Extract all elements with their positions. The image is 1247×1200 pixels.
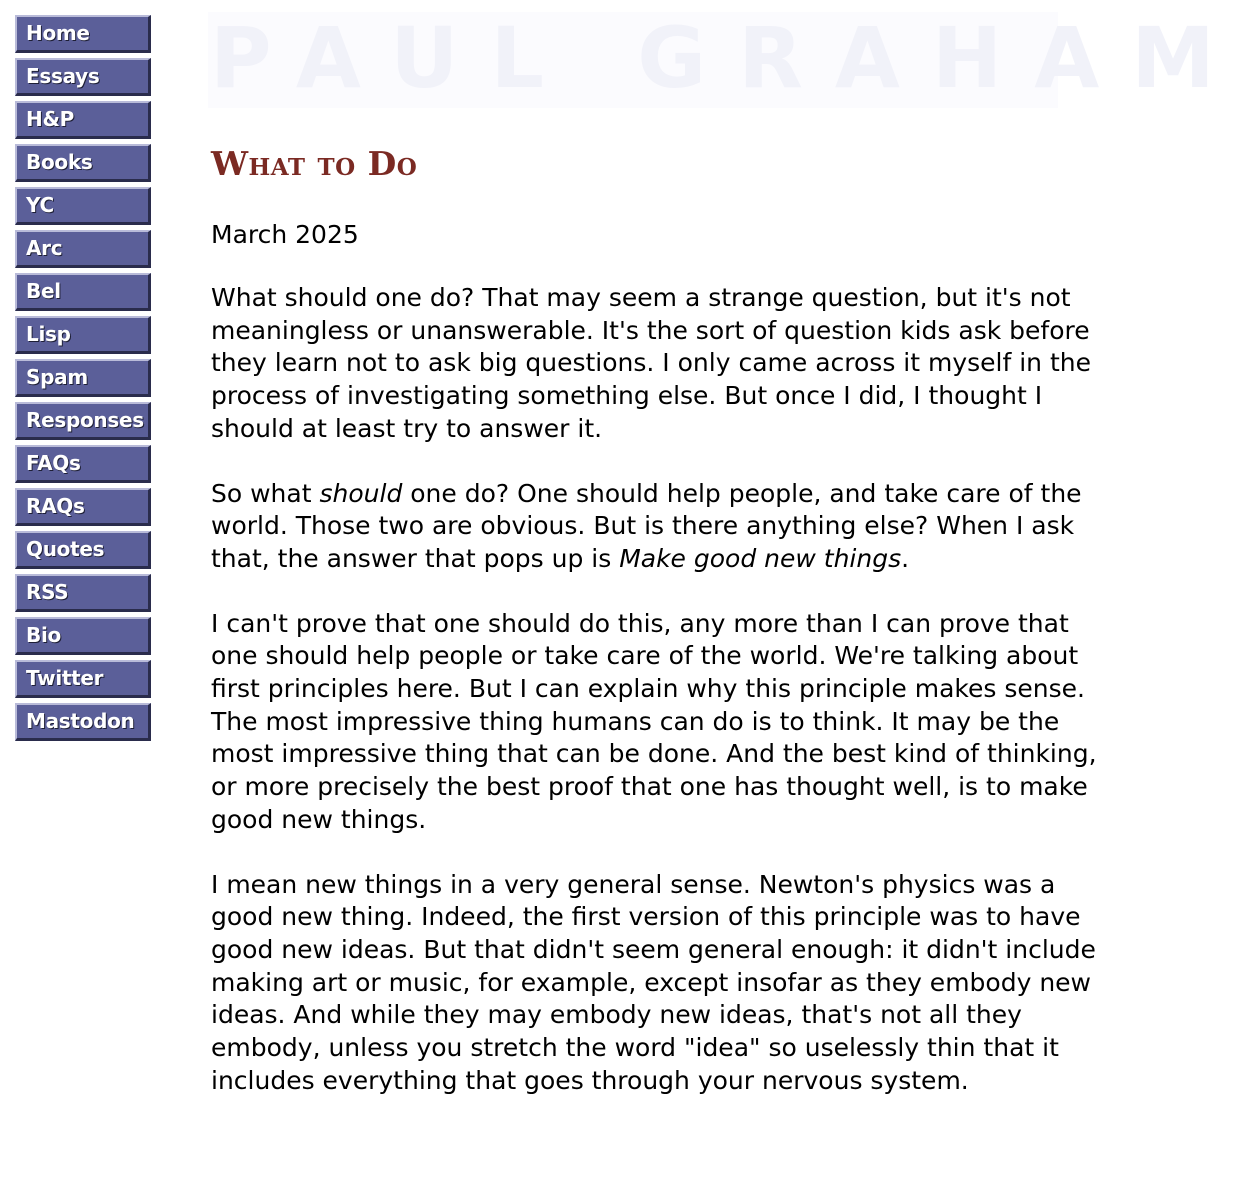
paragraph-2-text-c: one do? One should help people, and take care of the world. Those two are obvious. But is there anything else? When I ask that, the answer that pops up is bbox=[211, 478, 1082, 573]
nav-mastodon[interactable]: Mastodon bbox=[15, 703, 151, 741]
article-date: March 2025 bbox=[211, 220, 359, 249]
paragraph-2-emphasis-make-good-new-things: Make good new things bbox=[619, 543, 902, 573]
article bbox=[211, 140, 1121, 1129]
paragraph-3: I can't prove that one should do this, any more than I can prove that one should help people or take care of the world. We're talking about first principles here. But I can explain why this principle makes sense. The most impressive thing humans can do is to think. It may be the most impressive thing that can be done. And the best kind of thinking, or more precisely the best proof that one has thought well, is to make good new things. bbox=[211, 608, 1097, 834]
nav-responses[interactable]: Responses bbox=[15, 402, 151, 440]
nav-spam[interactable]: Spam bbox=[15, 359, 151, 397]
paragraph-2-text-e: . bbox=[901, 543, 910, 573]
article-title: What to Do bbox=[211, 144, 418, 183]
sidebar-nav bbox=[15, 15, 155, 746]
nav-lisp[interactable]: Lisp bbox=[15, 316, 151, 354]
banner-logo-text: PAUL GRAHAM bbox=[210, 9, 1247, 107]
nav-bio[interactable]: Bio bbox=[15, 617, 151, 655]
nav-rss[interactable]: RSS bbox=[15, 574, 151, 612]
paragraph-2-emphasis-should: should bbox=[319, 478, 403, 508]
nav-faqs[interactable]: FAQs bbox=[15, 445, 151, 483]
paragraph-4: I mean new things in a very general sense. Newton's physics was a good new thing. Indeed, the first version of this principle was to have good new ideas. But that didn't seem general enough: it didn't include making art or music, for example, except insofar as they embody new ideas. And while they may embody new ideas, that's not all they embody, unless you stretch the word "idea" so uselessly thin that it includes everything that goes through your nervous system. bbox=[211, 869, 1096, 1095]
nav-raqs[interactable]: RAQs bbox=[15, 488, 151, 526]
nav-yc[interactable]: YC bbox=[15, 187, 151, 225]
paragraph-2-text-a: So what bbox=[211, 478, 320, 508]
nav-essays[interactable]: Essays bbox=[15, 58, 151, 96]
nav-books[interactable]: Books bbox=[15, 144, 151, 182]
nav-arc[interactable]: Arc bbox=[15, 230, 151, 268]
site-banner[interactable] bbox=[208, 9, 1247, 108]
nav-quotes[interactable]: Quotes bbox=[15, 531, 151, 569]
nav-home[interactable]: Home bbox=[15, 15, 151, 53]
nav-bel[interactable]: Bel bbox=[15, 273, 151, 311]
paragraph-1: What should one do? That may seem a strange question, but it's not meaningless or unanswerable. It's the sort of question kids ask before they learn not to ask big questions. I only came across it myself in the process of investigating something else. But once I did, I thought I should at least try to answer it. bbox=[211, 283, 1091, 443]
nav-hp[interactable]: H&P bbox=[15, 101, 151, 139]
nav-twitter[interactable]: Twitter bbox=[15, 660, 151, 698]
paragraph-2 bbox=[211, 478, 1121, 576]
